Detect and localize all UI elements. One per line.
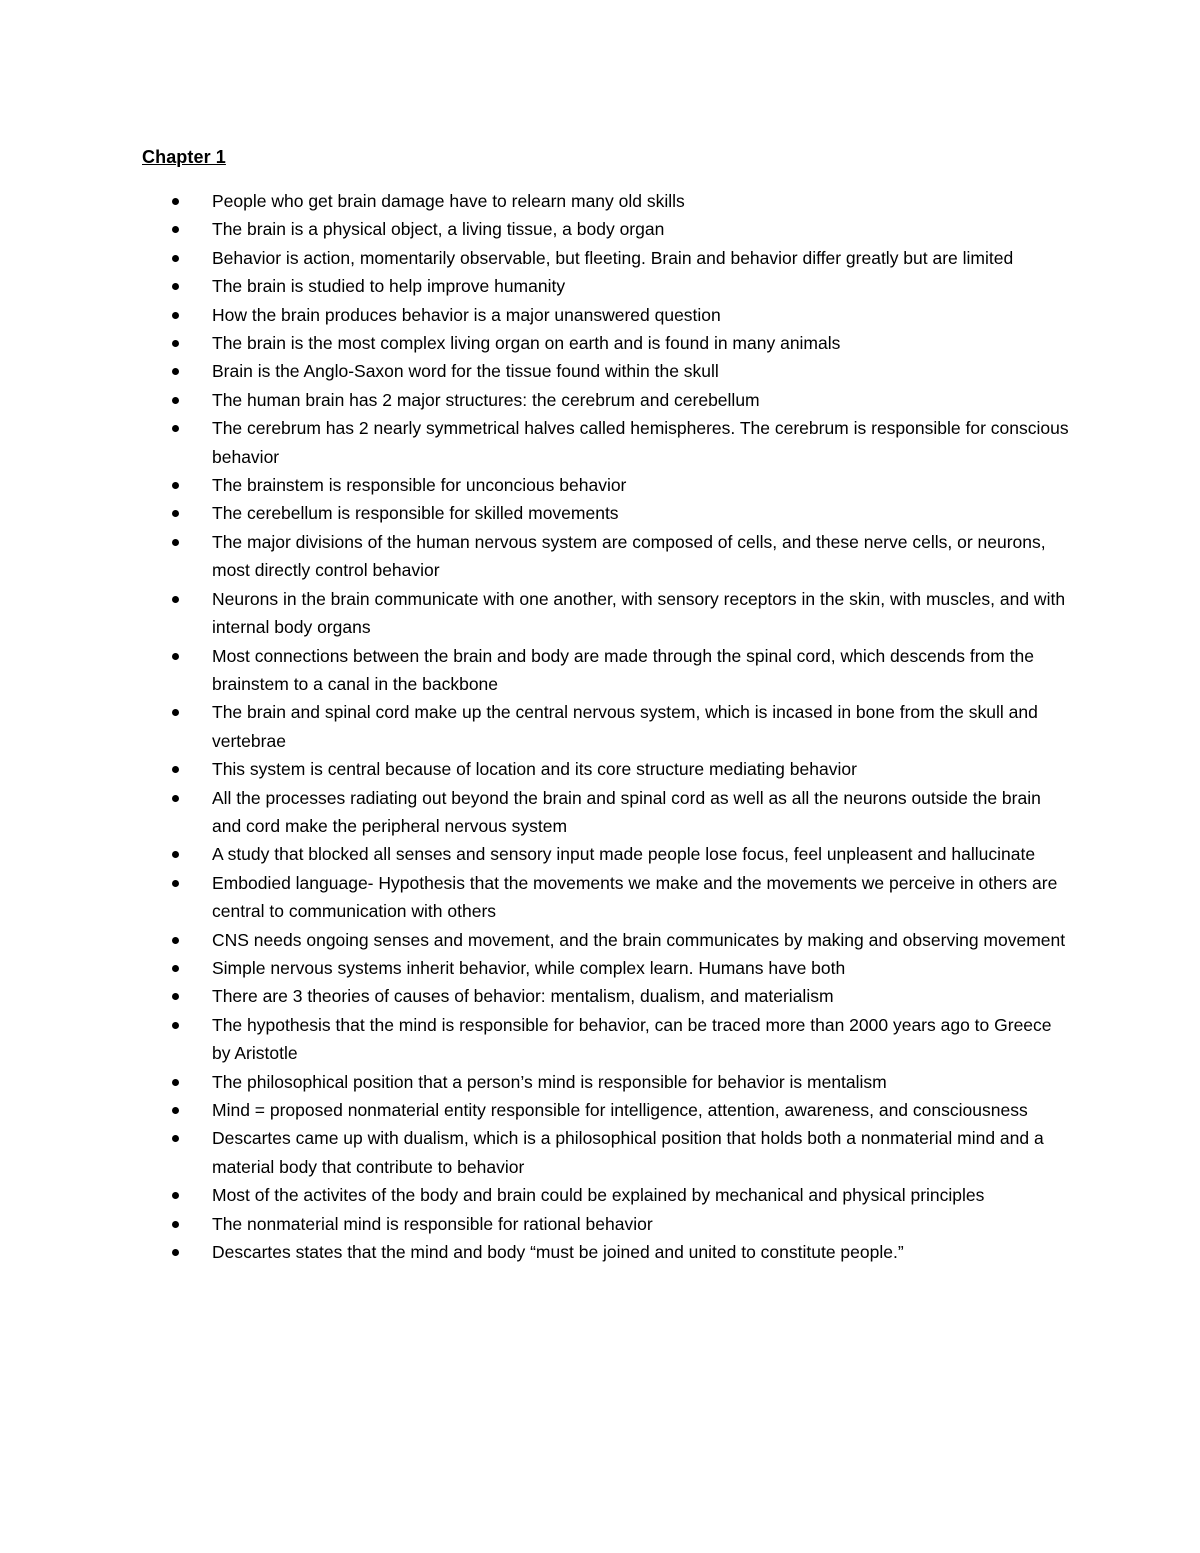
- bullet-icon: [172, 1079, 179, 1086]
- bullet-icon: [172, 312, 179, 319]
- note-text: How the brain produces behavior is a major unanswered question: [212, 304, 721, 325]
- note-text: CNS needs ongoing senses and movement, and the brain communicates by making and observing movement: [212, 929, 1066, 950]
- note-text: Embodied language- Hypothesis that the movements we make and the movements we perceive in others are central to communication with others: [212, 872, 1058, 922]
- bullet-icon: [172, 993, 179, 1000]
- list-item: [172, 471, 1072, 499]
- list-item: [172, 215, 1072, 243]
- bullet-icon: [172, 766, 179, 773]
- list-item: [172, 357, 1072, 385]
- note-text: Descartes states that the mind and body “must be joined and united to constitute people.”: [212, 1242, 904, 1263]
- bullet-icon: [172, 226, 179, 233]
- list-item: [172, 1011, 1072, 1068]
- bullet-icon: [172, 255, 179, 262]
- list-item: [172, 926, 1072, 954]
- bullet-icon: [172, 851, 179, 858]
- chapter-title: Chapter 1: [142, 147, 226, 167]
- bullet-icon: [172, 283, 179, 290]
- note-text: Descartes came up with dualism, which is a philosophical position that holds both a nonmaterial mind and a material body that contribute to behavior: [212, 1128, 1044, 1177]
- bullet-icon: [172, 482, 179, 489]
- list-item: [172, 528, 1072, 585]
- list-item: [172, 272, 1072, 300]
- list-item: [172, 1124, 1072, 1181]
- note-text: Brain is the Anglo-Saxon word for the tissue found within the skull: [212, 361, 719, 382]
- bullet-icon: [172, 1022, 179, 1029]
- list-item: [172, 755, 1072, 783]
- list-item: [172, 642, 1072, 699]
- list-item: [172, 386, 1072, 414]
- bullet-icon: [172, 198, 179, 205]
- notes-list: [172, 187, 1072, 1266]
- list-item: [172, 1068, 1072, 1096]
- list-item: [172, 698, 1072, 755]
- bullet-icon: [172, 1135, 179, 1142]
- list-item: [172, 954, 1072, 982]
- note-text: There are 3 theories of causes of behavior: mentalism, dualism, and materialism: [212, 986, 834, 1007]
- note-text: Mind = proposed nonmaterial entity responsible for intelligence, attention, awareness, and consciousness: [212, 1100, 1028, 1120]
- note-text: The brainstem is responsible for unconcious behavior: [212, 475, 627, 496]
- bullet-icon: [172, 795, 179, 802]
- list-item: [172, 244, 1072, 272]
- bullet-icon: [172, 937, 179, 944]
- list-item: [172, 869, 1072, 926]
- bullet-icon: [172, 1107, 179, 1114]
- note-text: The human brain has 2 major structures: the cerebrum and cerebellum: [212, 389, 760, 410]
- note-text: Most of the activites of the body and brain could be explained by mechanical and physical principles: [212, 1185, 985, 1206]
- list-item: [172, 1210, 1072, 1238]
- bullet-icon: [172, 340, 179, 347]
- bullet-icon: [172, 653, 179, 660]
- list-item: [172, 414, 1072, 471]
- list-item: [172, 1181, 1072, 1209]
- note-text: The cerebellum is responsible for skilled movements: [212, 503, 619, 524]
- bullet-icon: [172, 368, 179, 375]
- note-text: The brain is studied to help improve humanity: [212, 276, 566, 297]
- bullet-icon: [172, 880, 179, 887]
- list-item: [172, 585, 1072, 642]
- note-text: Behavior is action, momentarily observable, but fleeting. Brain and behavior differ greatly but are limited: [212, 247, 1014, 268]
- note-text: Neurons in the brain communicate with one another, with sensory receptors in the skin, with muscles, and with internal body organs: [212, 588, 1066, 638]
- note-text: The cerebrum has 2 nearly symmetrical halves called hemispheres. The cerebrum is responsible for conscious behavior: [212, 418, 1069, 467]
- note-text: The hypothesis that the mind is responsible for behavior, can be traced more than 2000 years ago to Greece by Aristotle: [212, 1014, 1052, 1064]
- bullet-icon: [172, 425, 179, 432]
- list-item: [172, 784, 1072, 841]
- bullet-icon: [172, 965, 179, 972]
- list-item: [172, 982, 1072, 1010]
- bullet-icon: [172, 397, 179, 404]
- note-text: The philosophical position that a person’s mind is responsible for behavior is mentalism: [212, 1071, 887, 1092]
- list-item: [172, 499, 1072, 527]
- bullet-icon: [172, 539, 179, 546]
- note-text: This system is central because of location and its core structure mediating behavior: [212, 759, 857, 780]
- note-text: All the processes radiating out beyond the brain and spinal cord as well as all the neurons outside the brain and cord make the peripheral nervous system: [212, 787, 1041, 836]
- list-item: [172, 840, 1072, 868]
- bullet-icon: [172, 510, 179, 517]
- note-text: A study that blocked all senses and sensory input made people lose focus, feel unpleasent and hallucinate: [212, 844, 1036, 865]
- list-item: [172, 187, 1072, 215]
- note-text: The brain and spinal cord make up the central nervous system, which is incased in bone from the skull and vertebrae: [212, 702, 1038, 751]
- bullet-icon: [172, 1192, 179, 1199]
- note-text: The major divisions of the human nervous system are composed of cells, and these nerve cells, or neurons, most directly control behavior: [212, 531, 1046, 581]
- note-text: People who get brain damage have to relearn many old skills: [212, 191, 685, 211]
- bullet-icon: [172, 1249, 179, 1256]
- note-text: The brain is the most complex living organ on earth and is found in many animals: [212, 333, 841, 354]
- bullet-icon: [172, 1221, 179, 1228]
- note-text: Simple nervous systems inherit behavior, while complex learn. Humans have both: [212, 957, 846, 978]
- list-item: [172, 329, 1072, 357]
- note-text: Most connections between the brain and body are made through the spinal cord, which descends from the brainstem to a canal in the backbone: [212, 645, 1035, 694]
- note-text: The brain is a physical object, a living tissue, a body organ: [212, 219, 665, 240]
- list-item: [172, 1238, 1072, 1266]
- list-item: [172, 301, 1072, 329]
- list-item: [172, 1096, 1072, 1124]
- bullet-icon: [172, 709, 179, 716]
- note-text: The nonmaterial mind is responsible for rational behavior: [212, 1213, 653, 1234]
- bullet-icon: [172, 596, 179, 603]
